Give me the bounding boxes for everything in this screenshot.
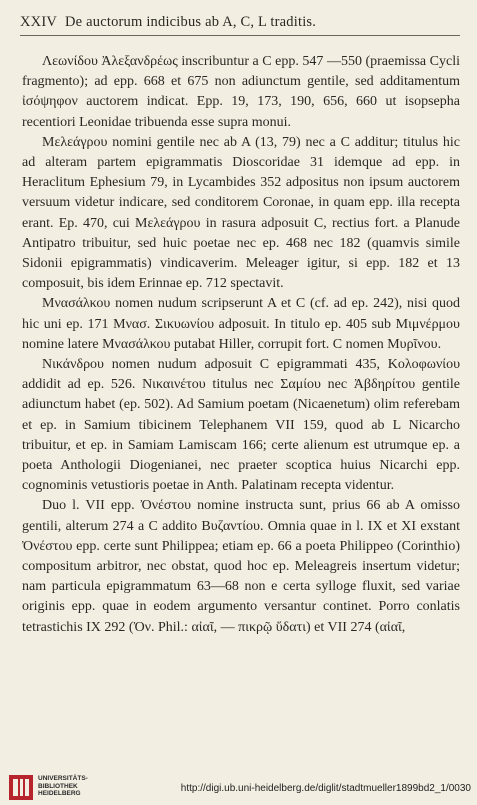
library-logo-icon: [8, 774, 34, 801]
footer: [0, 770, 477, 805]
header-rule: [20, 35, 460, 36]
running-header: [20, 14, 460, 32]
institution-name: UNIVERSITÄTS- BIBLIOTHEK HEIDELBERG: [38, 775, 88, 797]
paragraph-meleager: Μελεάγρου nomini gentile nec ab A (13, 79) nec a C additur; titulus hic ad alteram partem epigrammatis Dioscoridae 31 idemque ad epp. in Heraclitum Ephesium 79, in Lycambides 352 adpositus non ipsum auctorem versuum videtur indicare, sed conditorem Coronae, in quam epp. illa recepta erant. Ep. 470, cui Μελεάγρου in rasura adposuit C, rectius fort. a Planude Antipatro tribuitur, sed huic poetae nec ep. 468 nec 182 (quamvis simile Sidonii epigrammatis) vindicaverim. Meleager igitur, si epp. 182 et 13 composuit, bis idem Erinnae ep. 712 spectavit.: [22, 134, 460, 292]
paragraph-nicander: Νικάνδρου nomen nudum adposuit C epigrammati 435, Κολοφωνίου addidit ad ep. 526. Νικαινέτου titulus nec Σαμίου nec Ἀβδηρίτου gentile adiunctum habet (ep. 502). Ad Samium poetam (Nicaenetum) olim referebam et ep. in Samium tibicinem Telephanem VII 159, quod ab L Nicarcho tribuitur, et ep. in Samiam Lamiscam 166; certe alienum est utrumque ep. a poeta Anthologii Diogenianei, nec praeter scoptica huius Nicarchi epp. cognominis vetustioris poetae in Anth. Palatinam recepta videntur.: [22, 357, 460, 494]
paragraph-onestes: Duo l. VII epp. Ὀνέστου nomine instructa sunt, prius 66 ab A omisso gentili, alterum 274 a C addito Βυζαντίου. Omnia quae in l. IX et XI exstant Ὀνέστου epp. certe sunt Philippea; etiam ep. 66 a poeta Philippeo (Corinthio) compositum arbitror, nec obstat, quod hoc ep. Meleagreis insertum videtur; nam particula epigrammatum 63—68 non e certa sylloge fluxit, sed variae originis epp. quae in eodem argumento versantur continet. Porro conlatis tetrastichis IX 292 (Ὀν. Phil.: αἰαῖ, — πικρῷ ὕδατι) et VII 274 (αἰαῖ,: [22, 498, 460, 635]
page-body: [22, 52, 460, 638]
running-title: De auctorum indicibus ab A, C, L traditis.: [65, 14, 317, 30]
paragraph-leonidas: Λεωνίδου Ἀλεξανδρέως inscribuntur a C epp. 547 —550 (praemissa Cycli fragmento); ad epp. 668 et 675 non adiunctum gentile, sed additamentum ἰσόψηφον auctorem indicat. Epp. 19, 173, 190, 656, 660 ut isopsepha recentiori Leonidae tribuenda esse supra monui.: [22, 54, 460, 130]
paragraph-mnasalces: Μνασάλκου nomen nudum scripserunt A et C (cf. ad ep. 242), nisi quod hic uni ep. 171 Μνασ. Σικυωνίου adposuit. In titulo ep. 405 sub Μιμνέρμου nomine latere Μνασάλκου putabat Hiller, corrupit fort. C nomen Μυρῖνου.: [22, 296, 460, 352]
page-number: XXIV: [20, 14, 58, 30]
source-url-link[interactable]: http://digi.ub.uni-heidelberg.de/diglit/stadtmueller1899bd2_1/0030: [180, 783, 471, 794]
